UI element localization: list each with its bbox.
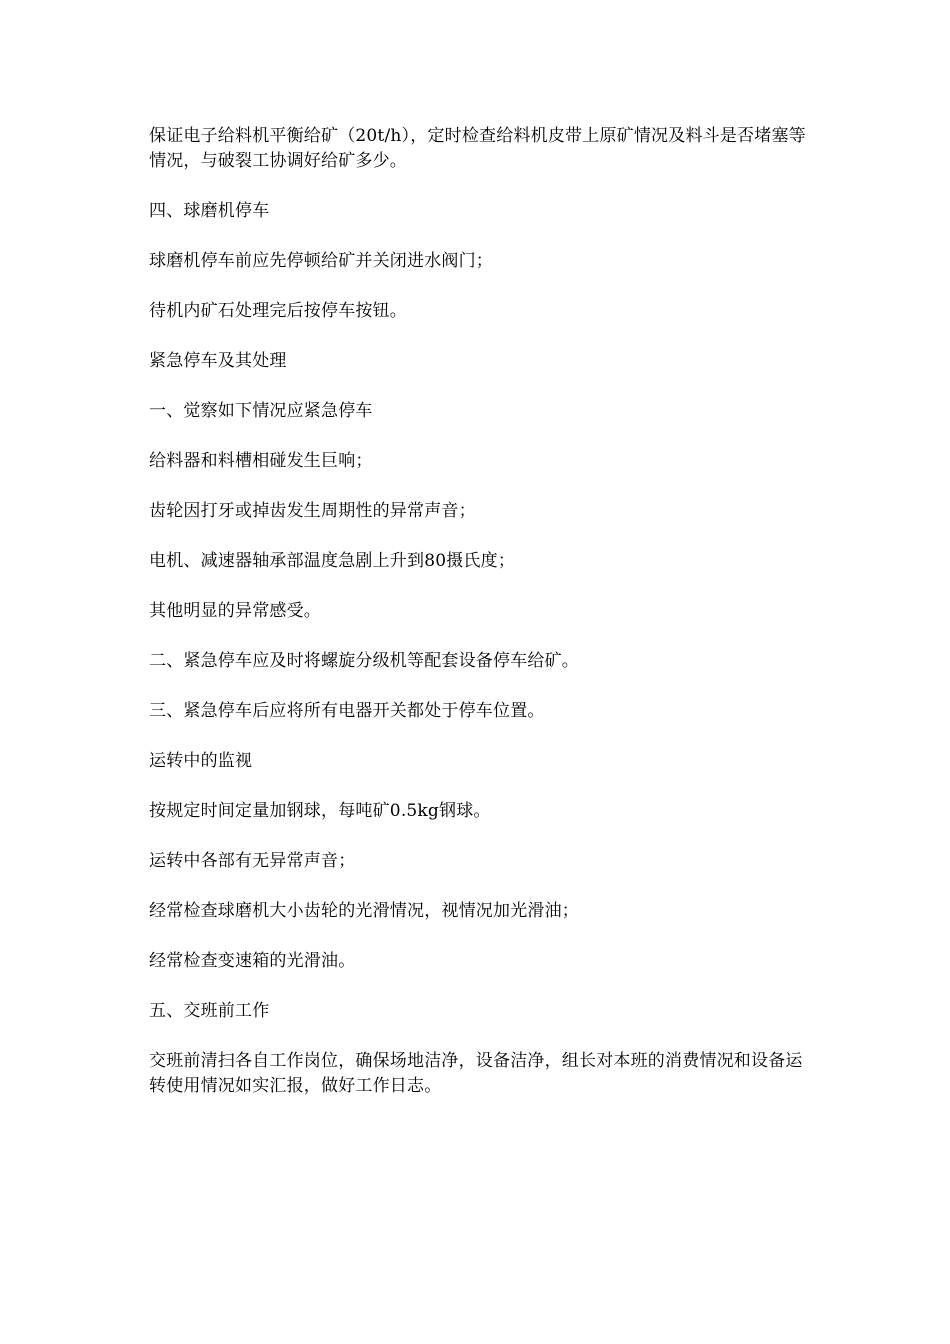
list-item-gear-noise: 齿轮因打牙或掉齿发生周期性的异常声音； (149, 501, 476, 521)
list-item-gearbox-oil: 经常检查变速箱的光滑油。 (149, 951, 356, 971)
list-item-feeder-collision: 给料器和料槽相碰发生巨响； (149, 451, 373, 471)
heading-ball-mill-stop: 四、球磨机停车 (149, 201, 270, 221)
paragraph-handover-duties: 交班前清扫各自工作岗位，确保场地洁净，设备洁净，组长对本班的消费情况和设备运转使用情况如实汇报，做好工作日志。 (149, 1051, 803, 1096)
paragraph-press-stop: 待机内矿石处理完后按停车按钮。 (149, 301, 407, 321)
list-item-gear-lubrication: 经常检查球磨机大小齿轮的光滑情况，视情况加光滑油； (149, 901, 579, 921)
heading-emergency-conditions: 一、觉察如下情况应紧急停车 (149, 401, 373, 421)
list-item-add-steel-balls: 按规定时间定量加钢球，每吨矿0.5kg钢球。 (149, 801, 491, 821)
list-item-bearing-temperature: 电机、减速器轴承部温度急剧上升到80摄氏度； (149, 551, 516, 571)
heading-shift-handover: 五、交班前工作 (149, 1001, 270, 1021)
list-item-other-abnormal: 其他明显的异常感受。 (149, 601, 321, 621)
paragraph-switches-off: 三、紧急停车后应将所有电器开关都处于停车位置。 (149, 701, 545, 721)
heading-running-monitoring: 运转中的监视 (149, 751, 253, 771)
paragraph-stop-feeding: 球磨机停车前应先停顿给矿并关闭进水阀门； (149, 251, 493, 271)
document-body (149, 124, 809, 1124)
list-item-abnormal-sounds: 运转中各部有无异常声音； (149, 851, 356, 871)
paragraph-stop-classifier: 二、紧急停车应及时将螺旋分级机等配套设备停车给矿。 (149, 651, 579, 671)
paragraph-feeding: 保证电子给料机平衡给矿（20t/h），定时检查给料机皮带上原矿情况及料斗是否堵塞等情况，与破裂工协调好给矿多少。 (149, 126, 806, 171)
heading-emergency-stop: 紧急停车及其处理 (149, 351, 287, 371)
